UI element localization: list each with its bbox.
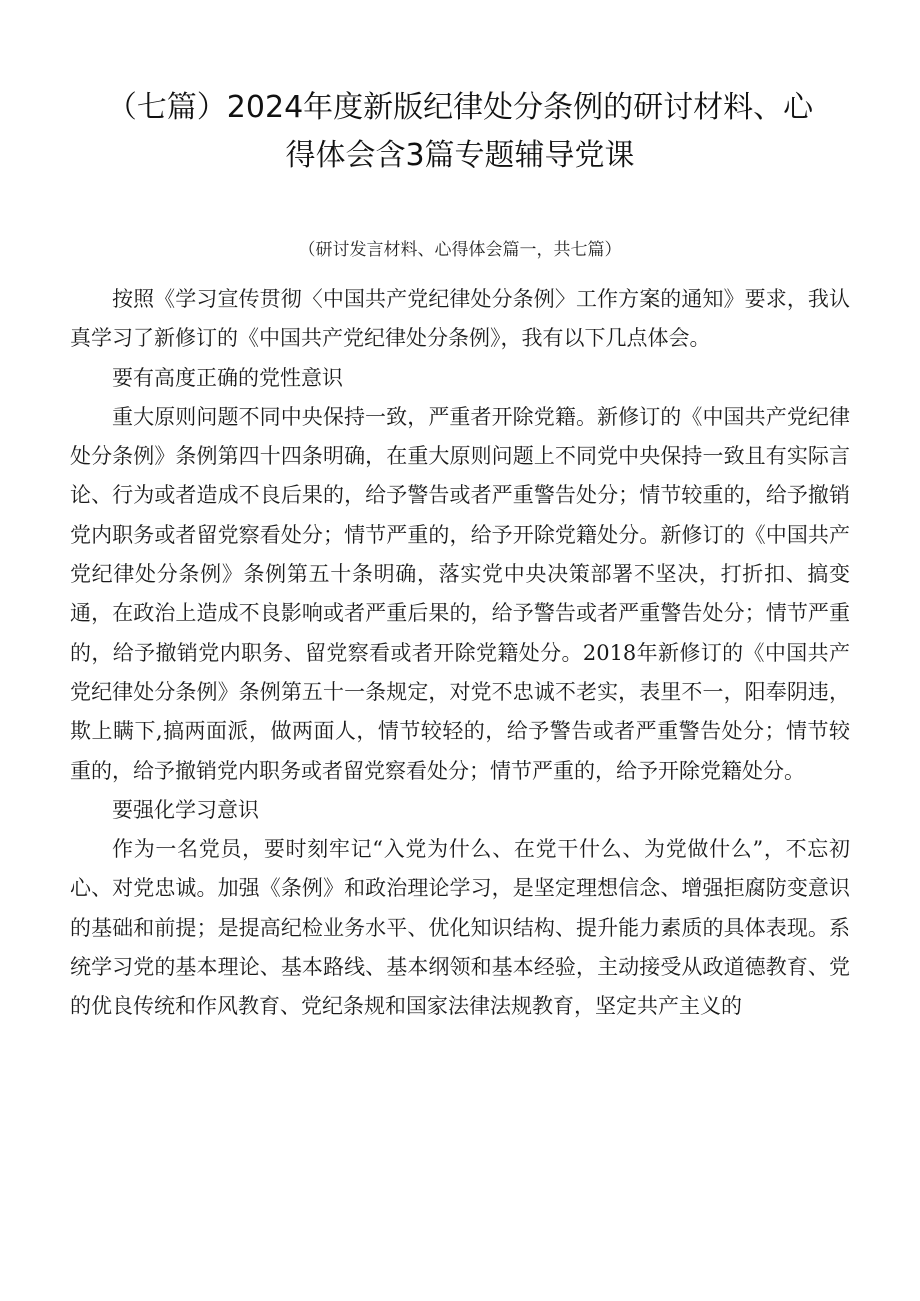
- title-line-2: 得体会含3篇专题辅导党课: [285, 138, 635, 173]
- document-title: [60, 84, 860, 180]
- section-heading-2: 要强化学习意识: [112, 797, 259, 822]
- paragraph-intro: 按照《学习宣传贯彻〈中国共产党纪律处分条例〉工作方案的通知》要求，我认真学习了新修订的《中国共产党纪律处分条例》，我有以下几点体会。: [70, 287, 850, 351]
- document-body: [70, 280, 850, 1027]
- section-heading-1: 要有高度正确的党性意识: [112, 365, 343, 390]
- paragraph-party-spirit: 重大原则问题不同中央保持一致，严重者开除党籍。新修订的《中国共产党纪律处分条例》条例第四十四条明确，在重大原则问题上不同党中央保持一致且有实际言论、行为或者造成不良后果的，给予警告或者严重警告处分；情节较重的，给予撤销党内职务或者留党察看处分；情节严重的，给予开除党籍处分。新修订的《中国共产党纪律处分条例》条例第五十条明确，落实党中央决策部署不坚决，打折扣、搞变通，在政治上造成不良影响或者严重后果的，给予警告或者严重警告处分；情节严重的，给予撤销党内职务、留党察看或者开除党籍处分。2018年新修订的《中国共产党纪律处分条例》条例第五十一条规定，对党不忠诚不老实，表里不一，阳奉阴违，欺上瞒下,搞两面派，做两面人，情节较轻的，给予警告或者严重警告处分；情节较重的，给予撤销党内职务或者留党察看处分；情节严重的，给予开除党籍处分。: [70, 404, 850, 783]
- document-subtitle: （研讨发言材料、心得体会篇一，共七篇）: [298, 240, 622, 260]
- paragraph-study: 作为一名党员，要时刻牢记“入党为什么、在党干什么、为党做什么”，不忘初心、对党忠诚。加强《条例》和政治理论学习，是坚定理想信念、增强拒腐防变意识的基础和前提；是提高纪检业务水平、优化知识结构、提升能力素质的具体表现。系统学习党的基本理论、基本路线、基本纲领和基本经验，主动接受从政道德教育、党的优良传统和作风教育、党纪条规和国家法律法规教育，坚定共产主义的: [70, 837, 850, 1019]
- title-line-1: （七篇）2024年度新版纪律处分条例的研讨材料、心: [106, 90, 814, 125]
